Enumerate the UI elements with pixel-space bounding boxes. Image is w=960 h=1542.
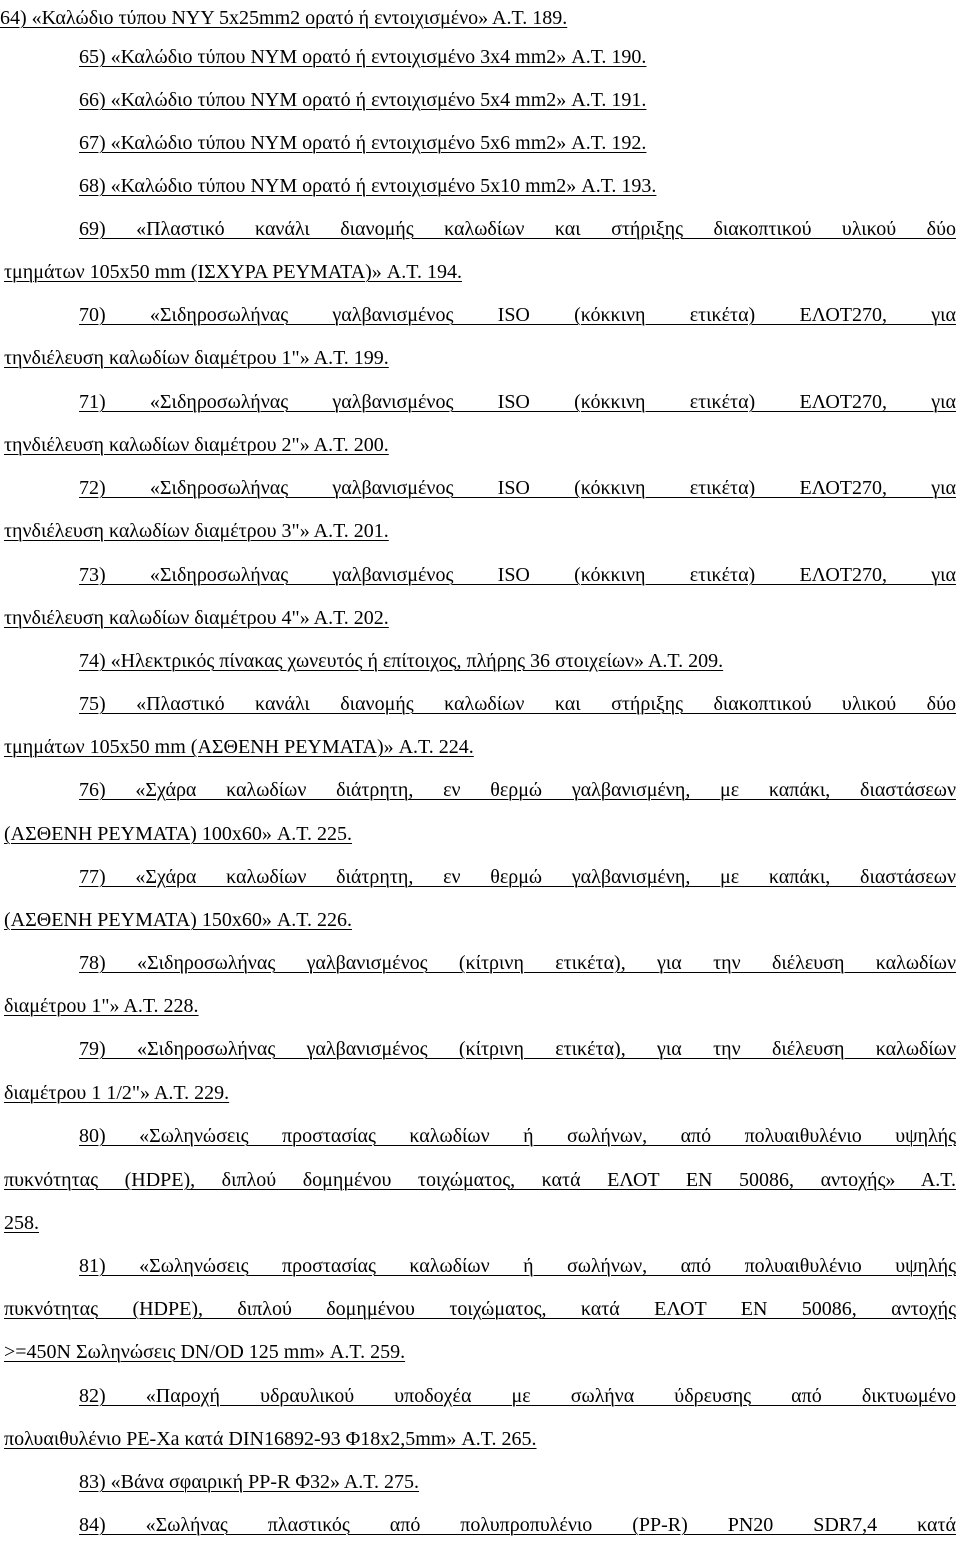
text-line: τηνδιέλευση καλωδίων διαμέτρου 1"» Α.Τ. 199. [4,347,389,369]
text-line: 73) «Σιδηροσωλήνας γαλβανισμένος ISO (κόκκινη ετικέτα) ΕΛΟΤ270, για [79,564,956,586]
text-line: 71) «Σιδηροσωλήνας γαλβανισμένος ISO (κόκκινη ετικέτα) ΕΛΟΤ270, για [79,391,956,413]
text-line: τηνδιέλευση καλωδίων διαμέτρου 4"» Α.Τ. 202. [4,607,389,629]
text-line: διαμέτρου 1 1/2"» Α.Τ. 229. [4,1082,230,1104]
text-line: πυκνότητας (HDPE), διπλού δομημένου τοιχώματος, κατά ΕΛΟΤ EN 50086, αντοχής» Α.Τ. [4,1169,956,1191]
text-line: 64) «Καλώδιο τύπου NYY 5x25mm2 ορατό ή εντοιχισμένο» Α.Τ. 189. [0,7,568,29]
text-line: τηνδιέλευση καλωδίων διαμέτρου 3"» Α.Τ. 201. [4,520,389,542]
text-line: διαμέτρου 1"» Α.Τ. 228. [4,995,199,1017]
text-line: 77) «Σχάρα καλωδίων διάτρητη, εν θερμώ γαλβανισμένη, με καπάκι, διαστάσεων [79,866,956,888]
text-line: (ΑΣΘΕΝΗ ΡΕΥΜΑΤΑ) 100x60» Α.Τ. 225. [4,823,352,845]
text-line: 72) «Σιδηροσωλήνας γαλβανισμένος ISO (κόκκινη ετικέτα) ΕΛΟΤ270, για [79,477,956,499]
text-line: >=450N Σωληνώσεις DN/OD 125 mm» Α.Τ. 259. [4,1341,406,1363]
text-line: τμημάτων 105x50 mm (ΑΣΘΕΝΗ ΡΕΥΜΑΤΑ)» Α.Τ. 224. [4,736,474,758]
text-line: 76) «Σχάρα καλωδίων διάτρητη, εν θερμώ γαλβανισμένη, με καπάκι, διαστάσεων [79,779,956,801]
text-line: τμημάτων 105x50 mm (ΙΣΧΥΡΑ ΡΕΥΜΑΤΑ)» Α.Τ. 194. [4,261,462,283]
text-line: (ΑΣΘΕΝΗ ΡΕΥΜΑΤΑ) 150x60» Α.Τ. 226. [4,909,352,931]
text-line: 80) «Σωληνώσεις προστασίας καλωδίων ή σωλήνων, από πολυαιθυλένιο υψηλής [79,1125,956,1147]
text-line: 66) «Καλώδιο τύπου NYM ορατό ή εντοιχισμένο 5x4 mm2» Α.Τ. 191. [79,89,647,111]
text-line: 75) «Πλαστικό κανάλι διανομής καλωδίων και στήριξης διακοπτικού υλικού δύο [79,693,956,715]
text-line: 258. [4,1212,39,1234]
text-line: πολυαιθυλένιο PE-Xa κατά DIN16892-93 Φ18x2,5mm» Α.Τ. 265. [4,1428,537,1450]
text-line: 84) «Σωλήνας πλαστικός από πολυπροπυλένιο (PP-R) PN20 SDR7,4 κατά [79,1514,956,1536]
text-line: 74) «Ηλεκτρικός πίνακας χωνευτός ή επίτοιχος, πλήρης 36 στοιχείων» Α.Τ. 209. [79,650,724,672]
text-line: 65) «Καλώδιο τύπου NYM ορατό ή εντοιχισμένο 3x4 mm2» Α.Τ. 190. [79,46,647,68]
text-line: 81) «Σωληνώσεις προστασίας καλωδίων ή σωλήνων, από πολυαιθυλένιο υψηλής [79,1255,956,1277]
text-line: 78) «Σιδηροσωλήνας γαλβανισμένος (κίτρινη ετικέτα), για την διέλευση καλωδίων [79,952,956,974]
text-line: 67) «Καλώδιο τύπου NYM ορατό ή εντοιχισμένο 5x6 mm2» Α.Τ. 192. [79,132,647,154]
text-line: 83) «Βάνα σφαιρική PP-R Φ32» Α.Τ. 275. [79,1471,420,1493]
text-line: 79) «Σιδηροσωλήνας γαλβανισμένος (κίτρινη ετικέτα), για την διέλευση καλωδίων [79,1038,956,1060]
text-line: 82) «Παροχή υδραυλικού υποδοχέα με σωλήνα ύδρευσης από δικτυωμένο [79,1385,956,1407]
text-line: 70) «Σιδηροσωλήνας γαλβανισμένος ISO (κόκκινη ετικέτα) ΕΛΟΤ270, για [79,304,956,326]
text-line: πυκνότητας (HDPE), διπλού δομημένου τοιχώματος, κατά ΕΛΟΤ EN 50086, αντοχής [4,1298,956,1320]
text-line: 69) «Πλαστικό κανάλι διανομής καλωδίων και στήριξης διακοπτικού υλικού δύο [79,218,956,240]
text-line: 68) «Καλώδιο τύπου NYM ορατό ή εντοιχισμένο 5x10 mm2» Α.Τ. 193. [79,175,657,197]
text-line: τηνδιέλευση καλωδίων διαμέτρου 2"» Α.Τ. 200. [4,434,389,456]
